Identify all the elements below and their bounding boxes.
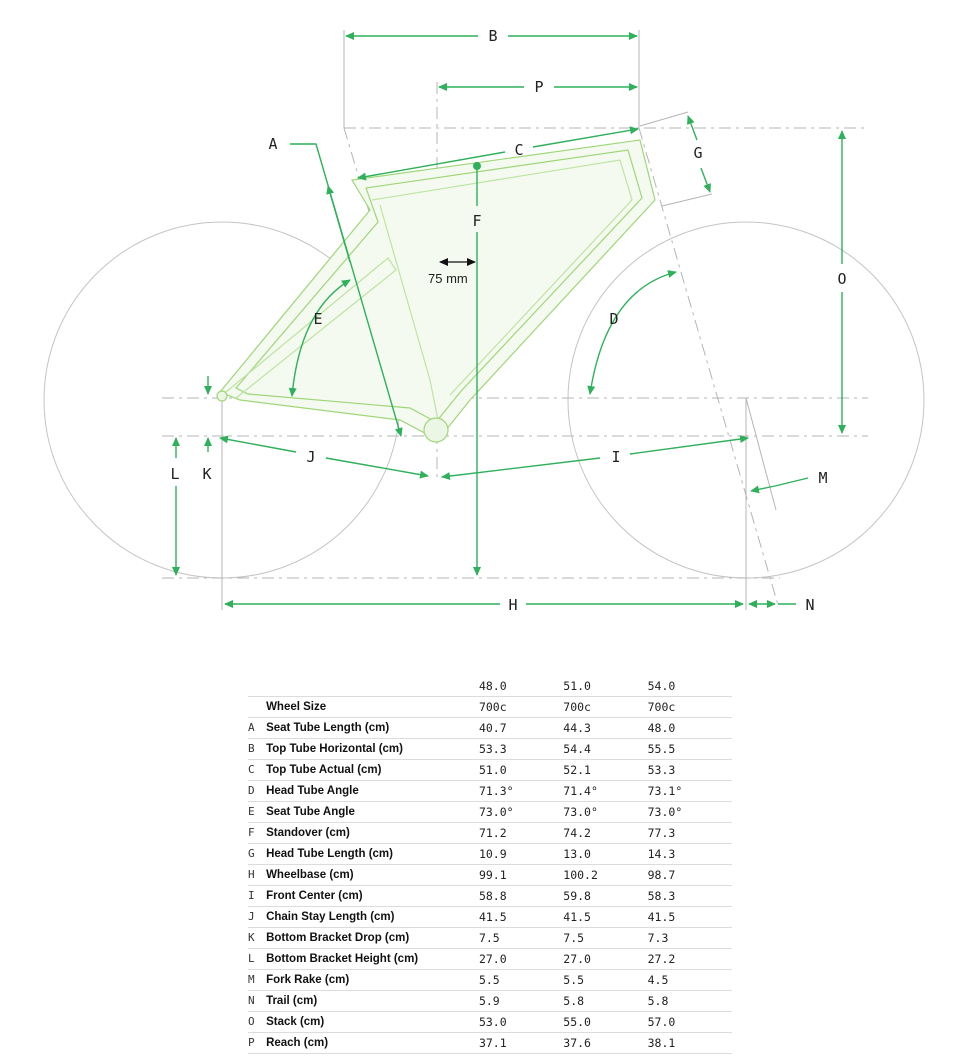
row-letter: L — [248, 949, 266, 970]
row-value: 5.5 — [479, 970, 563, 991]
row-name: Reach (cm) — [266, 1033, 479, 1054]
row-letter: F — [248, 823, 266, 844]
row-name: Bottom Bracket Height (cm) — [266, 949, 479, 970]
table-row — [248, 823, 732, 844]
row-name: Stack (cm) — [266, 1012, 479, 1033]
table-row — [248, 928, 732, 949]
row-name: Wheelbase (cm) — [266, 865, 479, 886]
row-value: 57.0 — [648, 1012, 732, 1033]
size-header: 48.0 — [479, 676, 563, 697]
label-e: E — [313, 310, 323, 328]
row-value: 100.2 — [563, 865, 647, 886]
row-letter: B — [248, 739, 266, 760]
row-value: 98.7 — [648, 865, 732, 886]
row-letter: G — [248, 844, 266, 865]
table-row — [248, 781, 732, 802]
label-h: H — [508, 596, 518, 614]
row-value: 700c — [479, 697, 563, 718]
row-name: Head Tube Angle — [266, 781, 479, 802]
row-value: 37.6 — [563, 1033, 647, 1054]
row-value: 55.0 — [563, 1012, 647, 1033]
row-value: 71.3° — [479, 781, 563, 802]
row-value: 71.4° — [563, 781, 647, 802]
row-value: 55.5 — [648, 739, 732, 760]
row-name: Top Tube Actual (cm) — [266, 760, 479, 781]
row-value: 700c — [563, 697, 647, 718]
dimension-d-arrow — [590, 272, 676, 394]
row-value: 14.3 — [648, 844, 732, 865]
row-value: 7.5 — [563, 928, 647, 949]
row-name: Fork Rake (cm) — [266, 970, 479, 991]
geometry-table — [248, 676, 732, 1054]
row-value: 52.1 — [563, 760, 647, 781]
row-value: 10.9 — [479, 844, 563, 865]
row-value: 73.0° — [563, 802, 647, 823]
row-value: 59.8 — [563, 886, 647, 907]
row-value: 71.2 — [479, 823, 563, 844]
row-name: Head Tube Length (cm) — [266, 844, 479, 865]
row-letter: I — [248, 886, 266, 907]
label-p: P — [534, 78, 544, 96]
dimension-m-arrow — [751, 486, 775, 491]
label-i: I — [611, 448, 621, 466]
row-value: 40.7 — [479, 718, 563, 739]
label-l: L — [170, 465, 180, 483]
row-value: 53.3 — [648, 760, 732, 781]
label-g: G — [693, 144, 703, 162]
row-value: 5.8 — [563, 991, 647, 1012]
row-value: 53.0 — [479, 1012, 563, 1033]
row-value: 7.5 — [479, 928, 563, 949]
row-value: 5.9 — [479, 991, 563, 1012]
row-value: 4.5 — [648, 970, 732, 991]
row-value: 73.0° — [479, 802, 563, 823]
label-d: D — [609, 310, 619, 328]
row-name: Bottom Bracket Drop (cm) — [266, 928, 479, 949]
row-name: Chain Stay Length (cm) — [266, 907, 479, 928]
row-name: Top Tube Horizontal (cm) — [266, 739, 479, 760]
table-row — [248, 760, 732, 781]
label-k: K — [202, 465, 212, 483]
row-value: 54.4 — [563, 739, 647, 760]
dimension-i-arrow — [442, 458, 600, 477]
row-name: Seat Tube Angle — [266, 802, 479, 823]
row-value: 73.1° — [648, 781, 732, 802]
row-letter: O — [248, 1012, 266, 1033]
row-letter: C — [248, 760, 266, 781]
row-letter: M — [248, 970, 266, 991]
row-letter: P — [248, 1033, 266, 1054]
row-value: 5.8 — [648, 991, 732, 1012]
table-row — [248, 1012, 732, 1033]
row-value: 7.3 — [648, 928, 732, 949]
label-j: J — [306, 448, 316, 466]
label-b: B — [488, 27, 498, 45]
row-value: 5.5 — [563, 970, 647, 991]
row-value: 27.0 — [479, 949, 563, 970]
table-row — [248, 1033, 732, 1054]
label-m: M — [818, 469, 828, 487]
table-row — [248, 970, 732, 991]
label-f: F — [472, 212, 482, 230]
size-header: 54.0 — [648, 676, 732, 697]
row-value: 99.1 — [479, 865, 563, 886]
row-name: Trail (cm) — [266, 991, 479, 1012]
row-letter: H — [248, 865, 266, 886]
row-value: 58.3 — [648, 886, 732, 907]
row-name: Seat Tube Length (cm) — [266, 718, 479, 739]
row-value: 38.1 — [648, 1033, 732, 1054]
row-value: 48.0 — [648, 718, 732, 739]
row-name: Front Center (cm) — [266, 886, 479, 907]
table-row — [248, 949, 732, 970]
table-row — [248, 844, 732, 865]
row-value: 13.0 — [563, 844, 647, 865]
row-value: 77.3 — [648, 823, 732, 844]
row-letter — [248, 697, 266, 718]
label-n: N — [805, 596, 815, 614]
row-value: 58.8 — [479, 886, 563, 907]
table-row — [248, 865, 732, 886]
table-row — [248, 718, 732, 739]
row-letter: K — [248, 928, 266, 949]
table-row — [248, 739, 732, 760]
row-letter: D — [248, 781, 266, 802]
top-tube-midpoint-dot — [473, 162, 481, 170]
row-name: Standover (cm) — [266, 823, 479, 844]
row-value: 41.5 — [563, 907, 647, 928]
dimension-j-arrow — [220, 438, 296, 452]
table-row — [248, 886, 732, 907]
row-value: 700c — [648, 697, 732, 718]
size-header: 51.0 — [563, 676, 647, 697]
row-value: 41.5 — [648, 907, 732, 928]
row-value: 74.2 — [563, 823, 647, 844]
row-value: 73.0° — [648, 802, 732, 823]
row-value: 27.0 — [563, 949, 647, 970]
row-letter: A — [248, 718, 266, 739]
row-value: 37.1 — [479, 1033, 563, 1054]
table-row — [248, 991, 732, 1012]
offset-note: 75 mm — [428, 271, 468, 286]
row-value: 44.3 — [563, 718, 647, 739]
row-value: 41.5 — [479, 907, 563, 928]
label-a: A — [268, 135, 278, 153]
table-row — [248, 907, 732, 928]
row-name: Wheel Size — [266, 697, 479, 718]
size-header-row — [248, 676, 732, 697]
row-letter: J — [248, 907, 266, 928]
row-letter: N — [248, 991, 266, 1012]
row-value: 53.3 — [479, 739, 563, 760]
label-c: C — [514, 141, 524, 159]
table-row — [248, 802, 732, 823]
row-value: 51.0 — [479, 760, 563, 781]
row-value: 27.2 — [648, 949, 732, 970]
bike-frame — [217, 140, 655, 442]
table-row — [248, 697, 732, 718]
row-letter: E — [248, 802, 266, 823]
label-o: O — [837, 270, 847, 288]
